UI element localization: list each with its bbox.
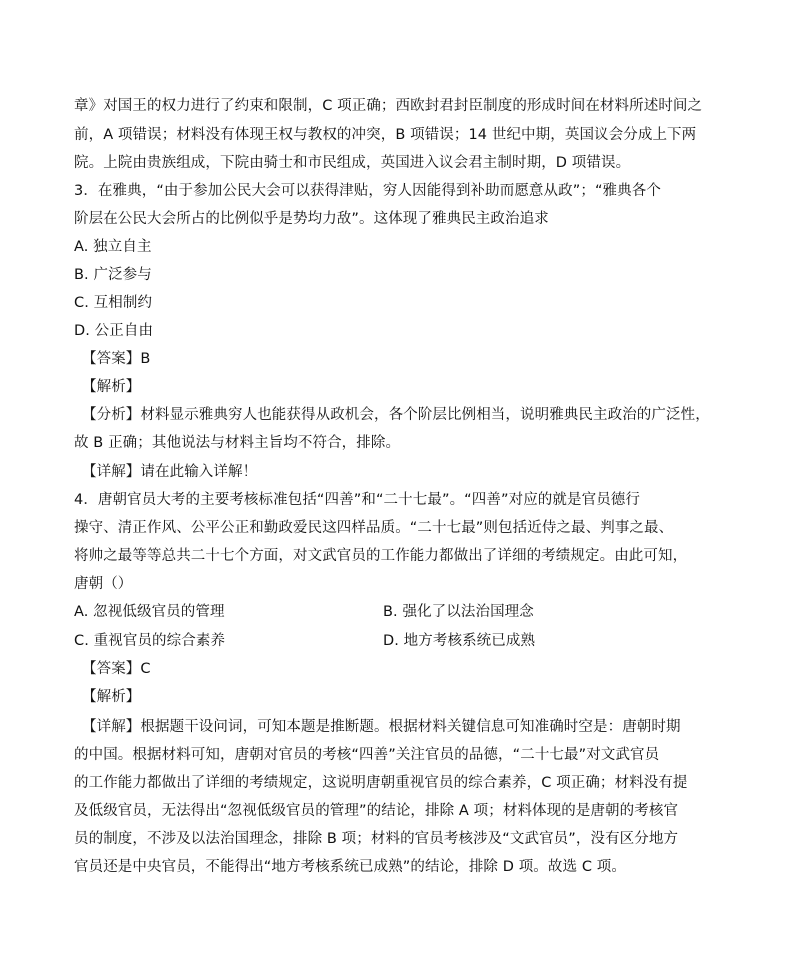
q4-stem-line: 将帅之最等等总共二十七个方面，对文武官员的工作能力都做出了详细的考绩规定。由此可知， bbox=[74, 548, 688, 564]
q4-detail-line: 的中国。根据材料可知，唐朝对官员的考核“四善”关注官员的品德，“二十七最”对文武官员 bbox=[74, 747, 660, 763]
q3-option-a: A. 独立自主 bbox=[74, 239, 152, 255]
q3-option-c: C. 互相制约 bbox=[74, 295, 153, 311]
detail-label: 【详解】 bbox=[82, 719, 141, 735]
q4-option-a: A. 忽视低级官员的管理 bbox=[74, 604, 225, 620]
q4-option-b: B. 强化了以法治国理念 bbox=[383, 604, 534, 620]
q4-detail-line: 员的制度，不涉及以法治国理念，排除 B 项；材料的官员考核涉及“文武官员”，没有区分地方 bbox=[74, 831, 679, 847]
q4-analysis-label: 【解析】 bbox=[82, 689, 141, 705]
answer-value: C bbox=[140, 661, 151, 677]
prev-explanation-line: 章》对国王的权力进行了约束和限制，C 项正确；西欧封君封臣制度的形成时间在材料所述时间之 bbox=[74, 98, 703, 114]
q4-stem-line: 操守、清正作风、公平公正和勤政爱民这四样品质。“二十七最”则包括近侍之最、判事之最、 bbox=[74, 520, 674, 536]
q3-fenxi-line: 故 B 正确；其他说法与材料主旨均不符合，排除。 bbox=[74, 435, 401, 451]
detail-label: 【详解】 bbox=[82, 464, 141, 480]
fenxi-text: 材料显示雅典穷人也能获得从政机会，各个阶层比例相当，说明雅典民主政治的广泛性， bbox=[140, 407, 710, 423]
q3-option-d: D. 公正自由 bbox=[74, 323, 154, 339]
q4-answer bbox=[82, 659, 151, 679]
q4-option-c: C. 重视官员的综合素养 bbox=[74, 633, 226, 649]
q3-option-b: B. 广泛参与 bbox=[74, 267, 152, 283]
q3-stem-line: 阶层在公民大会所占的比例似乎是势均力敌”。这体现了雅典民主政治追求 bbox=[74, 211, 549, 227]
answer-value: B bbox=[140, 351, 151, 367]
q3-detail bbox=[82, 462, 257, 482]
q4-detail-line: 的工作能力都做出了详细的考绩规定，这说明唐朝重视官员的综合素养，C 项正确；材料没有提 bbox=[74, 775, 688, 791]
q4-detail-line: 官员还是中央官员，不能得出“地方考核系统已成熟”的结论，排除 D 项。故选 C 项。 bbox=[74, 859, 626, 875]
prev-explanation-line: 前，A 项错误；材料没有体现王权与教权的冲突，B 项错误；14 世纪中期，英国议会分成上下两 bbox=[74, 127, 697, 143]
q4-stem-line: 唐朝（） bbox=[74, 576, 133, 592]
q4-detail-line: 及低级官员，无法得出“忽视低级官员的管理”的结论，排除 A 项；材料体现的是唐朝的考核官 bbox=[74, 803, 679, 819]
detail-text: 根据题干设问词，可知本题是推断题。根据材料关键信息可知准确时空是：唐朝时期 bbox=[140, 719, 681, 735]
q4-detail bbox=[82, 717, 681, 737]
q3-analysis-label: 【解析】 bbox=[82, 379, 141, 395]
fenxi-label: 【分析】 bbox=[82, 407, 141, 423]
q3-stem-line: 3．在雅典，“由于参加公民大会可以获得津贴，穷人因能得到补助而愿意从政”；“雅典各个 bbox=[74, 183, 661, 199]
q3-answer bbox=[82, 349, 150, 369]
q4-stem-line: 4．唐朝官员大考的主要考核标准包括“四善”和“二十七最”。“四善”对应的就是官员德行 bbox=[74, 492, 640, 508]
answer-label: 【答案】 bbox=[82, 351, 141, 367]
detail-text: 请在此输入详解！ bbox=[140, 464, 258, 480]
answer-label: 【答案】 bbox=[82, 661, 141, 677]
q4-option-d: D. 地方考核系统已成熟 bbox=[383, 633, 536, 649]
q3-fenxi bbox=[82, 405, 710, 425]
prev-explanation-line: 院。上院由贵族组成，下院由骑士和市民组成，英国进入议会君主制时期，D 项错误。 bbox=[74, 155, 631, 171]
